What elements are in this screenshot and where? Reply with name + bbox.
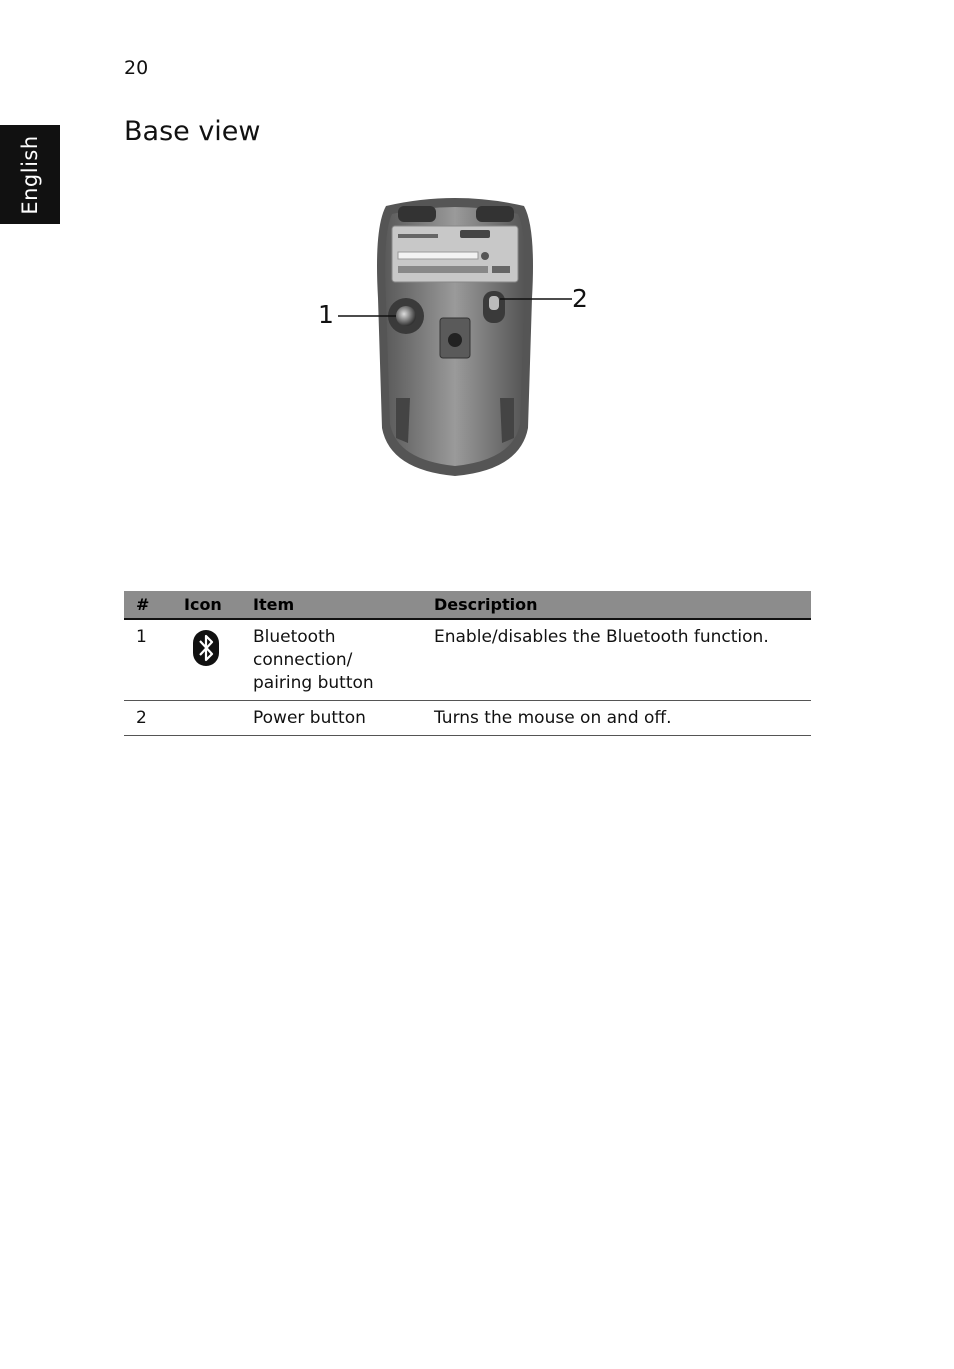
row-number: 1 <box>124 619 172 701</box>
section-title: Base view <box>124 116 261 147</box>
mouse-base-figure <box>310 188 610 488</box>
row-item <box>241 701 422 736</box>
row-description: Enable/disables the Bluetooth function. <box>422 619 811 701</box>
bottom-left-foot <box>396 398 410 443</box>
power-switch <box>489 296 499 310</box>
language-tab-label: English <box>18 134 42 215</box>
header-icon: Icon <box>172 591 241 619</box>
top-right-foot <box>476 206 514 222</box>
row-item <box>241 619 422 701</box>
table-header-row <box>124 591 811 619</box>
header-description: Description <box>422 591 811 619</box>
item-line: connection/ <box>253 650 353 670</box>
bottom-right-foot <box>500 398 514 443</box>
row-icon-cell <box>172 701 241 736</box>
base-view-table <box>124 591 811 736</box>
table-row <box>124 701 811 736</box>
row-number: 2 <box>124 701 172 736</box>
bluetooth-icon <box>193 630 219 666</box>
page-number: 20 <box>124 57 149 79</box>
item-line: pairing button <box>253 673 374 693</box>
bluetooth-button <box>396 306 416 326</box>
language-side-tab <box>0 125 60 224</box>
mouse-base-photo <box>310 188 610 488</box>
top-left-foot <box>398 206 436 222</box>
callout-1-label: 1 <box>318 300 334 329</box>
row-icon-cell <box>172 619 241 701</box>
item-line: Power button <box>253 708 366 728</box>
header-item: Item <box>241 591 422 619</box>
row-description: Turns the mouse on and off. <box>422 701 811 736</box>
table-row <box>124 619 811 701</box>
item-line: Bluetooth <box>253 627 336 647</box>
callout-2-label: 2 <box>572 284 588 313</box>
header-number: # <box>124 591 172 619</box>
